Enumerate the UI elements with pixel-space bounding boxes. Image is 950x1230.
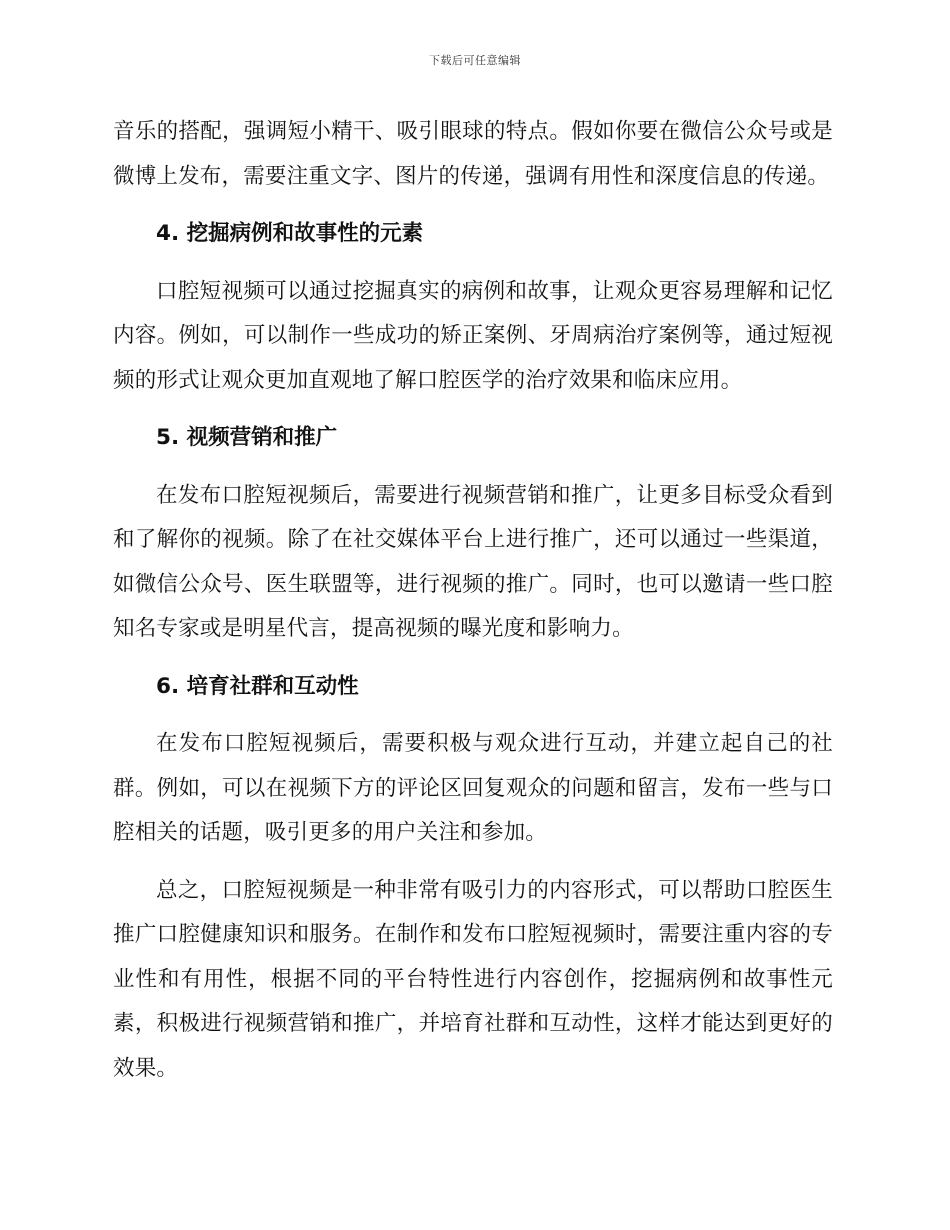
intro-paragraph: 音乐的搭配，强调短小精干、吸引眼球的特点。假如你要在微信公众号或是微博上发布，需要注重文字、图片的传递，强调有用性和深度信息的传递。 xyxy=(113,119,833,189)
section-heading-6: 6. 培育社群和互动性 xyxy=(156,673,359,699)
spacer xyxy=(113,199,833,212)
spacer xyxy=(113,403,833,416)
spacer xyxy=(113,652,833,665)
section-heading-4: 4. 挖掘病例和故事性的元素 xyxy=(156,221,424,246)
spacer xyxy=(113,709,833,722)
summary-paragraph: 总之，口腔短视频是一种非常有吸引力的内容形式，可以帮助口腔医生推广口腔健康知识和服务。在制作和发布口腔短视频时，需要注重内容的专业性和有用性，根据不同的平台特性进行内容创作，挖掘病例和故事性元素，积极进行视频营销和推广，并培育社群和互动性，这样才能达到更好的效果。 xyxy=(113,877,833,1081)
spacer xyxy=(113,856,833,869)
section-6-paragraph: 在发布口腔短视频后，需要积极与观众进行互动，并建立起自己的社群。例如，可以在视频下方的评论区回复观众的问题和留言，发布一些与口腔相关的话题，吸引更多的用户关注和参加。 xyxy=(113,731,833,845)
section-heading-5: 5. 视频营销和推广 xyxy=(156,425,338,450)
document-body xyxy=(113,110,833,1091)
spacer xyxy=(113,461,833,474)
section-4-paragraph: 口腔短视频可以通过挖掘真实的病例和故事，让观众更容易理解和记忆内容。例如，可以制作一些成功的矫正案例、牙周病治疗案例等，通过短视频的形式让观众更加直观地了解口腔医学的治疗效果和临床应用。 xyxy=(113,278,833,393)
spacer xyxy=(113,257,833,270)
page-header-note: 下载后可任意编辑 xyxy=(429,54,521,67)
section-5-paragraph: 在发布口腔短视频后，需要进行视频营销和推广，让更多目标受众看到和了解你的视频。除了在社交媒体平台上进行推广，还可以通过一些渠道，如微信公众号、医生联盟等，进行视频的推广。同时，也可以邀请一些口腔知名专家或是明星代言，提高视频的曝光度和影响力。 xyxy=(113,482,833,641)
